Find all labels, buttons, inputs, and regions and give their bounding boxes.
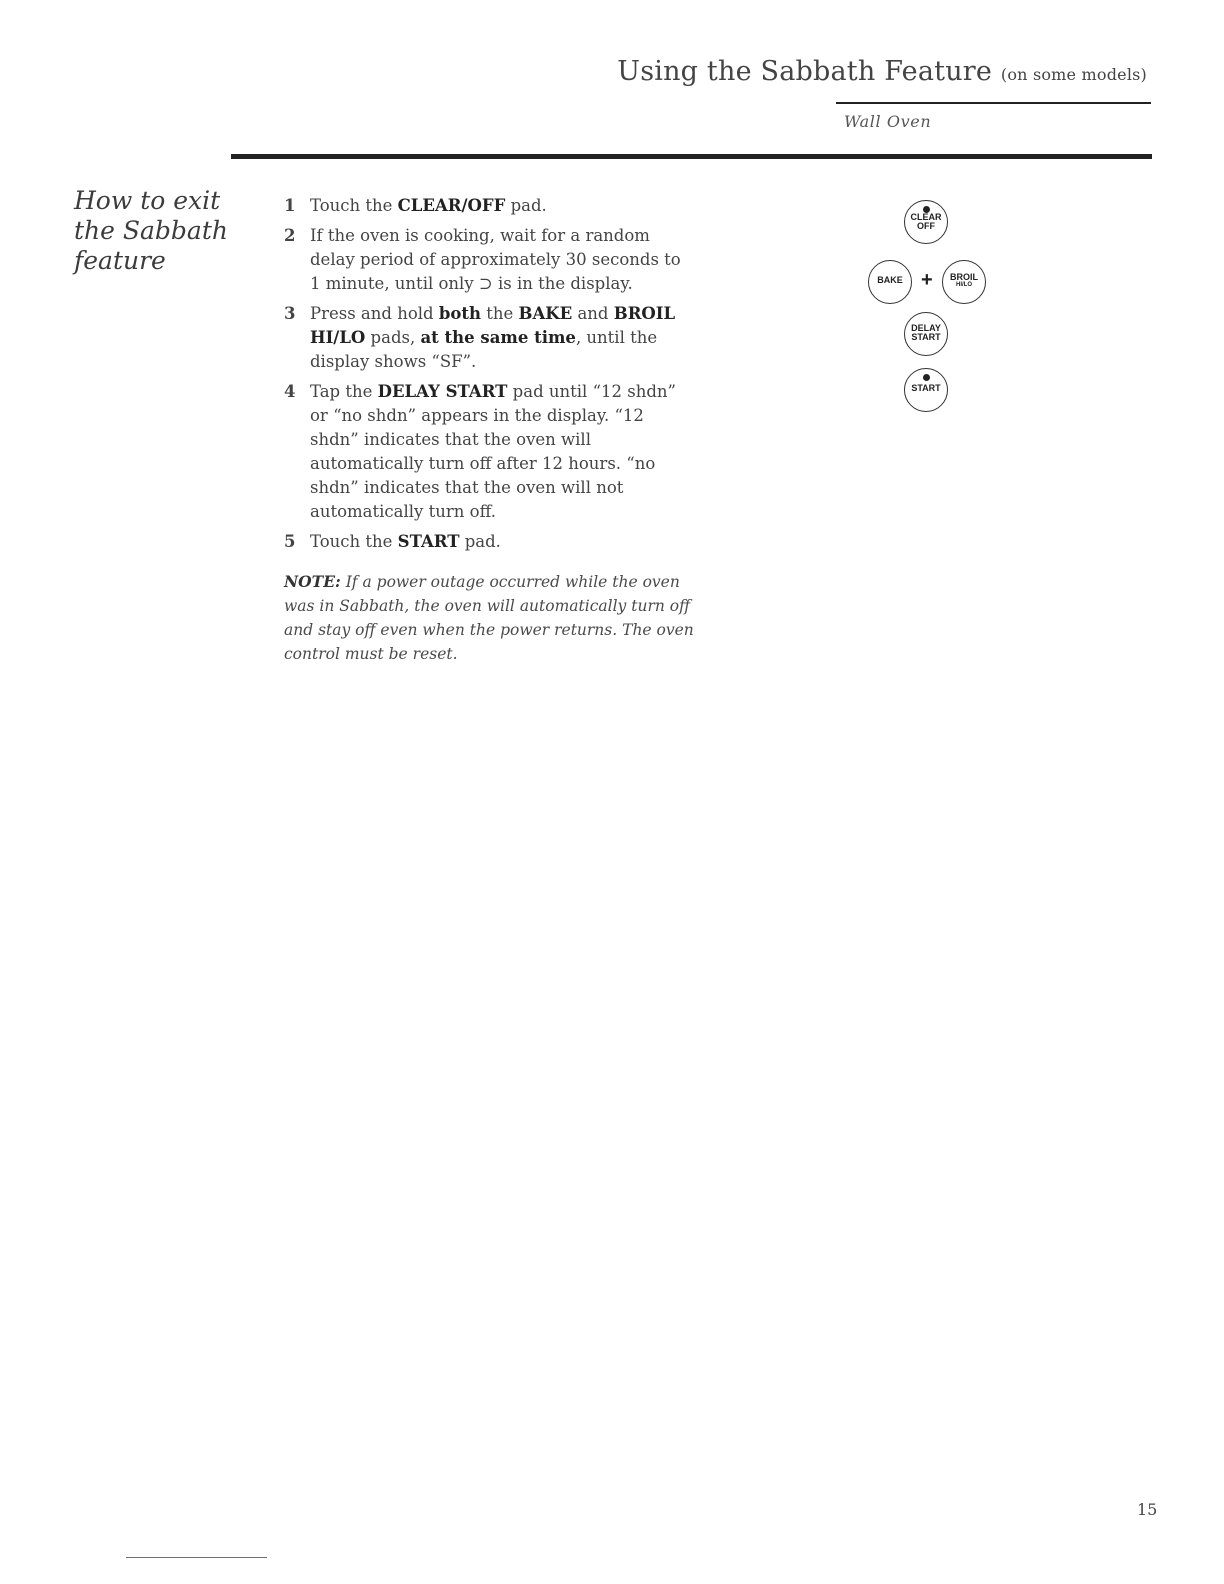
pad-dot [923, 374, 930, 381]
step-text: pad. [459, 532, 501, 551]
step-text: pad until “12 shdn” or “no shdn” appears in the display. “12 shdn” indicates that the oven will automatically turn off after 12 hours. “no shdn” indicates that the oven will not automatically turn off. [310, 382, 676, 521]
pad-label: START [911, 332, 941, 342]
broil-hilo-pad-icon [942, 260, 986, 304]
step-item [284, 224, 694, 296]
pad-label: BROIL [950, 272, 978, 282]
step-item [284, 530, 694, 554]
step-text: pads, [365, 328, 421, 347]
section-heading [74, 186, 244, 276]
step-emphasis: BROIL HI/LO [310, 304, 676, 347]
clear-off-pad-icon [904, 200, 948, 244]
step-number: 2 [284, 226, 296, 245]
step-item [284, 380, 694, 524]
page-title [447, 56, 1147, 87]
footer-rule [126, 1557, 267, 1558]
step-number: 5 [284, 532, 296, 551]
step-text: Press and hold [310, 304, 439, 323]
pad-label: OFF [917, 221, 935, 231]
header-divider-long [231, 154, 1152, 159]
step-emphasis: at the same time [420, 328, 576, 347]
step-number: 4 [284, 382, 296, 401]
step-number: 1 [284, 196, 296, 215]
step-number: 3 [284, 304, 296, 323]
delay-start-pad-icon [904, 312, 948, 356]
page-number: 15 [1137, 1500, 1158, 1519]
section-heading-line: feature [74, 246, 166, 275]
page-subtitle: Wall Oven [844, 112, 932, 131]
step-text: the [481, 304, 519, 323]
bake-pad-icon [868, 260, 912, 304]
step-text: , until the display shows “SF”. [310, 328, 658, 371]
step-text: and [572, 304, 614, 323]
keypad-illustration [860, 200, 1020, 440]
step-item [284, 194, 694, 218]
start-pad-icon [904, 368, 948, 412]
step-text: Tap the [310, 382, 378, 401]
step-text: Touch the [310, 196, 398, 215]
step-item [284, 302, 694, 374]
section-heading-line: How to exit [74, 186, 221, 215]
pad-label: CLEAR [910, 212, 942, 222]
step-emphasis: CLEAR/OFF [397, 196, 506, 215]
pad-label: START [911, 383, 941, 393]
note-text: If a power outage occurred while the oven was in Sabbath, the oven will automatically turn off and stay off even when the power returns. The oven control must be reset. [284, 573, 694, 663]
page-title-main: Using the Sabbath Feature [617, 56, 993, 87]
step-text: Touch the [310, 532, 398, 551]
pad-label: BAKE [877, 275, 903, 285]
plus-icon: + [921, 269, 933, 291]
header-divider-short [836, 102, 1151, 104]
step-text: If the oven is cooking, wait for a random delay period of approximately 30 seconds to 1 minute, until only ⊃ is in the display. [310, 226, 681, 293]
step-emphasis: START [397, 532, 460, 551]
step-text: pad. [505, 196, 547, 215]
note-label: NOTE: [284, 572, 341, 591]
pad-label: DELAY [911, 323, 941, 333]
step-emphasis: BAKE [518, 304, 573, 323]
section-heading-line: the Sabbath [74, 216, 228, 245]
step-emphasis: DELAY START [377, 382, 508, 401]
step-emphasis: both [438, 304, 482, 323]
note [284, 570, 694, 666]
page-title-suffix: (on some models) [1000, 65, 1147, 84]
steps-list [284, 194, 694, 560]
pad-label: HI/LO [956, 282, 972, 288]
